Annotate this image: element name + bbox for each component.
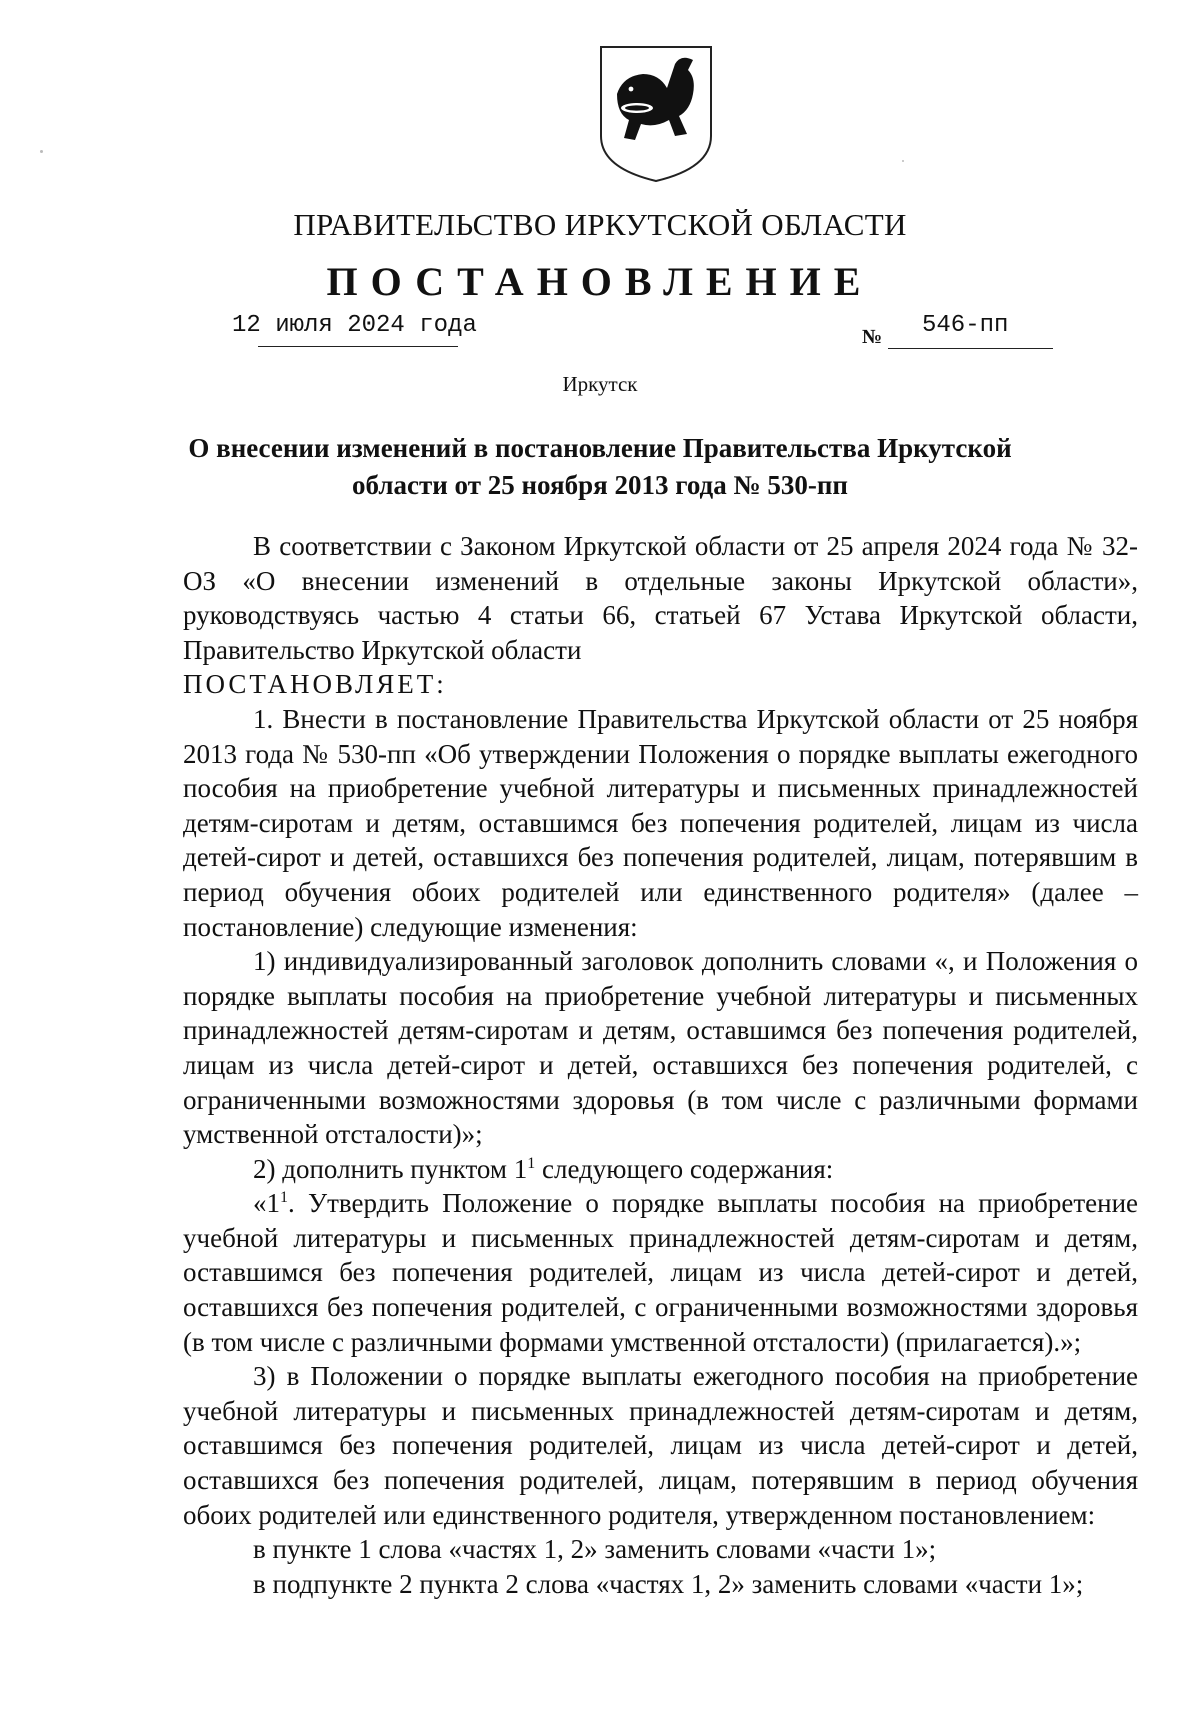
document-number: 546-пп bbox=[922, 312, 1009, 339]
number-sign: № bbox=[862, 326, 883, 348]
superscript: 1 bbox=[527, 1154, 536, 1172]
date-underline bbox=[258, 346, 458, 347]
scan-speck bbox=[40, 150, 43, 153]
number-underline bbox=[888, 348, 1053, 349]
subject-line-2: области от 25 ноября 2013 года № 530-пп bbox=[352, 470, 848, 500]
subject-line-1: О внесении изменений в постановление Правительства Иркутской bbox=[188, 433, 1012, 463]
document-type: ПОСТАНОВЛЕНИЕ bbox=[326, 259, 874, 304]
quoted-text-tail: . Утвердить Положение о порядке выплаты пособия на приобретение учебной литературы и письменных принадлежностей детям-сиротам и детям, оставшимся без попечения родителей, лицам из числа детей-сирот и детей, оставшихся без попечения родителей, с ограниченными возможностями здоровья (в том числе с различными формами умственной отсталости) (прилагается).»; bbox=[183, 1188, 1138, 1357]
document-subject bbox=[150, 430, 1050, 504]
preamble-paragraph: В соответствии с Законом Иркутской области от 25 апреля 2024 года № 32-ОЗ «О внесении изменений в отдельные законы Иркутской области», руководствуясь частью 4 статьи 66, статьей 67 Устава Иркутской области, Правительство Иркутской области bbox=[183, 531, 1138, 665]
quoted-text: «1 bbox=[253, 1188, 280, 1219]
document-city: Иркутск bbox=[562, 372, 638, 396]
document-body bbox=[183, 529, 1138, 1601]
subitem-2-text: 2) дополнить пунктом 1 bbox=[253, 1153, 528, 1184]
subitem-3-paragraph: 3) в Положении о порядке выплаты ежегодного пособия на приобретение учебной литературы и письменных принадлежностей детям-сиротам и детям, оставшимся без попечения родителей, лицам из числа детей-сирот и детей, оставшихся без попечения родителей, лицам, потерявшим в период обучения обоих родителей или единственного родителя, утвержденном постановлением: bbox=[183, 1361, 1138, 1530]
subitem-2-text-tail: следующего содержания: bbox=[535, 1153, 834, 1184]
subitem-1-paragraph: 1) индивидуализированный заголовок дополнить словами «, и Положения о порядке выплаты пособия на приобретение учебной литературы и письменных принадлежностей детям-сиротам и детям, оставшимся без попечения родителей, лицам из числа детей-сирот и детей, оставшихся без попечения родителей, с ограниченными возможностями здоровья (в том числе с различными формами умственной отсталости)»; bbox=[183, 946, 1138, 1150]
coat-of-arms-emblem bbox=[597, 44, 715, 184]
superscript: 1 bbox=[280, 1189, 288, 1207]
subitem-2-paragraph bbox=[183, 1152, 1138, 1187]
item-1-paragraph: 1. Внести в постановление Правительства Иркутской области от 25 ноября 2013 года № 530-пп «Об утверждении Положения о порядке выплаты ежегодного пособия на приобретение учебной литературы и письменных принадлежностей детям-сиротам и детям, оставшимся без попечения родителей, лицам из числа детей-сирот и детей, оставшихся без попечения родителей, лицам, потерявшим в период обучения обоих родителей или единственного родителя» (далее – постановление) следующие изменения: bbox=[183, 703, 1138, 942]
quoted-paragraph bbox=[183, 1186, 1138, 1359]
org-name: ПРАВИТЕЛЬСТВО ИРКУТСКОЙ ОБЛАСТИ bbox=[293, 207, 907, 242]
decree-word: ПОСТАНОВЛЯЕТ: bbox=[183, 669, 447, 700]
amendment-line-1: в пункте 1 слова «частях 1, 2» заменить словами «части 1»; bbox=[253, 1534, 937, 1565]
document-date: 12 июля 2024 года bbox=[232, 312, 477, 339]
amendment-line-2: в подпункте 2 пункта 2 слова «частях 1, 2» заменить словами «части 1»; bbox=[253, 1568, 1084, 1599]
scan-speck bbox=[902, 160, 904, 162]
